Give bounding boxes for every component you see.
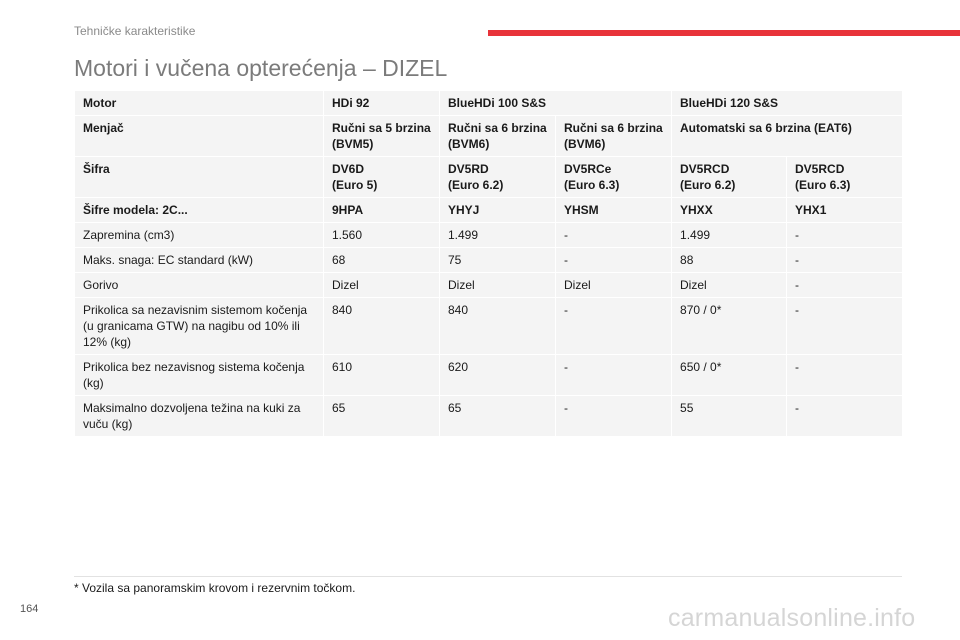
table-cell: - (787, 396, 903, 437)
table-cell: DV5RD (Euro 6.2) (440, 157, 556, 198)
table-row-code (75, 157, 903, 198)
table-row-motor (75, 91, 903, 116)
table-cell: - (556, 223, 672, 248)
row-label: Prikolica bez nezavisnog sistema kočenja (kg) (75, 355, 324, 396)
table-cell: 840 (440, 298, 556, 355)
table-cell: Dizel (324, 273, 440, 298)
table-cell: 65 (324, 396, 440, 437)
section-accent-bar (488, 30, 960, 36)
table-cell: 870 / 0* (672, 298, 787, 355)
table-cell: 9HPA (324, 198, 440, 223)
row-label: Šifra (75, 157, 324, 198)
row-label: Prikolica sa nezavisnim sistemom kočenja (u granicama GTW) na nagibu od 10% ili 12% (kg) (75, 298, 324, 355)
table-cell: 55 (672, 396, 787, 437)
table-cell: YHYJ (440, 198, 556, 223)
table-cell: YHX1 (787, 198, 903, 223)
table-cell: - (556, 298, 672, 355)
footnote-divider (74, 576, 902, 577)
table-row (75, 273, 903, 298)
table-cell: YHXX (672, 198, 787, 223)
table-row-gearbox (75, 116, 903, 157)
table-cell: DV5RCD (Euro 6.3) (787, 157, 903, 198)
table-cell: - (787, 273, 903, 298)
table-cell: Dizel (672, 273, 787, 298)
table-cell: 610 (324, 355, 440, 396)
table-cell: DV6D (Euro 5) (324, 157, 440, 198)
watermark: carmanualsonline.info (668, 604, 916, 632)
table-row (75, 355, 903, 396)
table-cell: 1.499 (672, 223, 787, 248)
table-row-model-codes (75, 198, 903, 223)
table-cell: - (787, 248, 903, 273)
table-cell: - (556, 355, 672, 396)
table-cell: BlueHDi 100 S&S (440, 91, 672, 116)
section-title: Tehničke karakteristike (74, 24, 196, 38)
table-cell: Dizel (440, 273, 556, 298)
engine-specs-table (74, 90, 903, 437)
table-cell: 65 (440, 396, 556, 437)
table-cell: 650 / 0* (672, 355, 787, 396)
row-label: Gorivo (75, 273, 324, 298)
table-cell: - (787, 223, 903, 248)
row-label: Motor (75, 91, 324, 116)
table-cell: - (787, 298, 903, 355)
table-row (75, 298, 903, 355)
table-cell: Ručni sa 6 brzina (BVM6) (440, 116, 556, 157)
table-cell: 620 (440, 355, 556, 396)
table-cell: 1.499 (440, 223, 556, 248)
table-cell: DV5RCe (Euro 6.3) (556, 157, 672, 198)
table-row (75, 248, 903, 273)
table-cell: - (556, 396, 672, 437)
table-cell: Ručni sa 5 brzina (BVM5) (324, 116, 440, 157)
table-cell: Automatski sa 6 brzina (EAT6) (672, 116, 903, 157)
table-cell: 75 (440, 248, 556, 273)
table-cell: 840 (324, 298, 440, 355)
footnote: * Vozila sa panoramskim krovom i rezervnim točkom. (74, 581, 356, 595)
table-cell: HDi 92 (324, 91, 440, 116)
table-cell: BlueHDi 120 S&S (672, 91, 903, 116)
row-label: Šifre modela: 2C... (75, 198, 324, 223)
table-cell: 68 (324, 248, 440, 273)
table-cell: - (556, 248, 672, 273)
row-label: Maks. snaga: EC standard (kW) (75, 248, 324, 273)
table-row (75, 396, 903, 437)
row-label: Menjač (75, 116, 324, 157)
table-cell: 88 (672, 248, 787, 273)
table-cell: Dizel (556, 273, 672, 298)
page-title: Motori i vučena opterećenja – DIZEL (74, 55, 448, 81)
table-cell: Ručni sa 6 brzina (BVM6) (556, 116, 672, 157)
table-cell: DV5RCD (Euro 6.2) (672, 157, 787, 198)
row-label: Zapremina (cm3) (75, 223, 324, 248)
table-cell: - (787, 355, 903, 396)
row-label: Maksimalno dozvoljena težina na kuki za vuču (kg) (75, 396, 324, 437)
table-row (75, 223, 903, 248)
page-number: 164 (20, 603, 39, 615)
table-cell: YHSM (556, 198, 672, 223)
table-cell: 1.560 (324, 223, 440, 248)
